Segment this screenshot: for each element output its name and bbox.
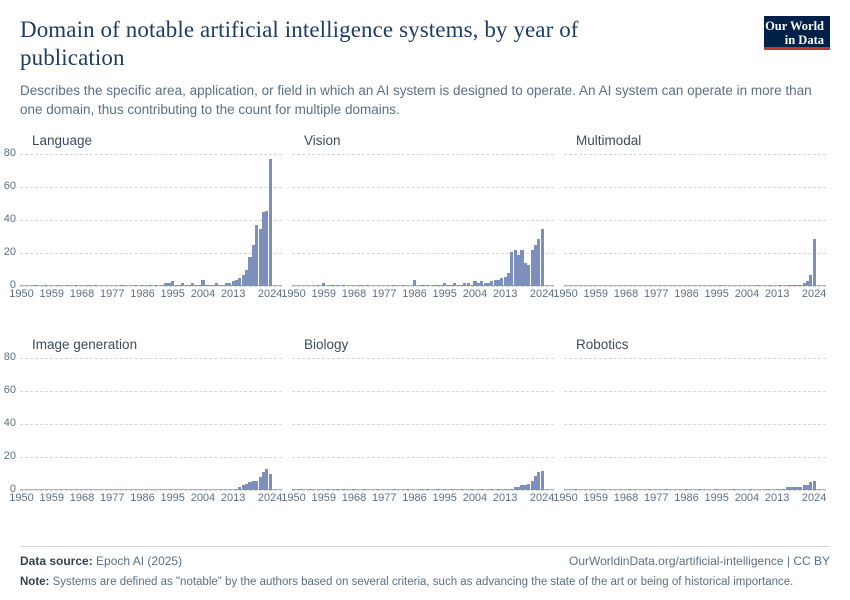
- x-axis-tick-label: 1968: [613, 288, 639, 301]
- y-axis-tick-label: 20: [3, 450, 16, 463]
- x-axis-tick-label: 1968: [69, 288, 95, 301]
- x-axis-tick-label: 1986: [402, 492, 427, 505]
- y-axis-tick-label: 80: [3, 351, 16, 364]
- bar[interactable]: [363, 489, 366, 491]
- bar[interactable]: [342, 489, 345, 491]
- page-subtitle: Describes the specific area, application, or field in which an AI system is designed to operate. An AI system can operate in more than one domain, thus contributing to the count for multiple domains.: [20, 83, 812, 118]
- bar[interactable]: [67, 285, 70, 287]
- bar[interactable]: [316, 285, 319, 287]
- bar[interactable]: [326, 489, 329, 491]
- bar[interactable]: [749, 489, 752, 491]
- bar[interactable]: [299, 489, 302, 491]
- bar[interactable]: [322, 283, 325, 286]
- bar[interactable]: [480, 489, 483, 491]
- owid-logo-line2: in Data: [784, 32, 824, 47]
- bar[interactable]: [57, 285, 60, 287]
- bar[interactable]: [779, 285, 782, 287]
- bar[interactable]: [336, 285, 339, 287]
- panel-plot: [281, 154, 555, 304]
- x-axis-tick-label: 1995: [432, 288, 457, 301]
- footer-divider: [20, 546, 830, 547]
- chart-panel-language: [3, 133, 283, 318]
- y-axis-tick-label: 0: [9, 483, 16, 496]
- x-axis-tick-label: 2024: [801, 492, 827, 505]
- x-axis-tick-label: 1959: [583, 492, 608, 505]
- bar-series: [292, 358, 554, 490]
- chart-panel-biology: [281, 337, 555, 522]
- panel-title: Multimodal: [576, 133, 642, 149]
- chart-panel-grid: [3, 133, 830, 523]
- x-axis-ticks: [281, 492, 555, 508]
- panel-title: Biology: [304, 337, 349, 353]
- panel-plot: [3, 351, 283, 508]
- x-axis-tick-label: 1977: [99, 492, 125, 505]
- x-axis-tick-label: 1950: [553, 288, 578, 301]
- bar[interactable]: [74, 285, 77, 287]
- x-axis-tick-label: 2013: [764, 492, 790, 505]
- owid-logo[interactable]: [764, 16, 830, 50]
- x-axis-tick-label: 1950: [281, 492, 306, 505]
- chart-header: [20, 16, 830, 119]
- bar[interactable]: [574, 489, 577, 491]
- bar[interactable]: [33, 285, 36, 287]
- bar[interactable]: [352, 489, 355, 491]
- bar[interactable]: [269, 474, 272, 491]
- x-axis-tick-label: 1968: [341, 492, 367, 505]
- x-axis-tick-label: 1968: [341, 288, 367, 301]
- x-axis-ticks: [553, 492, 827, 508]
- x-axis-tick-label: 1968: [613, 492, 639, 505]
- y-axis-tick-label: 0: [9, 279, 16, 292]
- bar[interactable]: [541, 229, 544, 287]
- y-axis-tick-label: 60: [3, 384, 16, 397]
- x-axis-tick-label: 1959: [39, 492, 64, 505]
- bar-series: [564, 358, 826, 490]
- x-axis-tick-label: 1977: [643, 492, 669, 505]
- bar[interactable]: [450, 489, 453, 491]
- bar[interactable]: [94, 285, 97, 287]
- y-axis-tick-label: 40: [3, 417, 16, 430]
- x-axis-tick-label: 1968: [69, 492, 95, 505]
- bar[interactable]: [685, 489, 688, 491]
- bar[interactable]: [134, 285, 137, 287]
- data-source: [20, 554, 182, 568]
- bar[interactable]: [541, 471, 544, 491]
- note-label: Note:: [20, 575, 50, 588]
- bar[interactable]: [413, 280, 416, 287]
- panel-plot: [553, 154, 827, 304]
- x-axis-tick-label: 2004: [734, 492, 760, 505]
- panel-plot: [553, 358, 827, 508]
- bar[interactable]: [342, 285, 345, 287]
- x-axis-tick-label: 1986: [674, 288, 699, 301]
- y-axis-tick-label: 20: [3, 246, 16, 259]
- bar[interactable]: [490, 489, 493, 491]
- x-axis-tick-label: 2024: [257, 492, 283, 505]
- x-axis-tick-label: 1995: [160, 492, 185, 505]
- x-axis-tick-label: 1950: [9, 288, 34, 301]
- panel-plot: [281, 358, 555, 508]
- bar[interactable]: [121, 285, 124, 287]
- x-axis-tick-label: 1995: [160, 288, 185, 301]
- chart-panel-vision: [281, 133, 555, 318]
- x-axis-tick-label: 1950: [553, 492, 578, 505]
- x-axis-tick-label: 1986: [130, 492, 155, 505]
- x-axis-tick-label: 1977: [99, 288, 125, 301]
- bar[interactable]: [756, 285, 759, 287]
- x-axis-tick-label: 2004: [190, 492, 216, 505]
- bar[interactable]: [406, 489, 409, 491]
- bar[interactable]: [309, 489, 312, 491]
- y-axis-tick-label: 40: [3, 213, 16, 226]
- chart-note: [20, 574, 830, 590]
- bar-series: [564, 154, 826, 286]
- bar[interactable]: [460, 489, 463, 491]
- bar[interactable]: [426, 489, 429, 491]
- bar[interactable]: [436, 489, 439, 491]
- bar[interactable]: [776, 489, 779, 491]
- x-axis-tick-label: 1950: [281, 288, 306, 301]
- x-axis-tick-label: 2024: [801, 288, 827, 301]
- x-axis-tick-label: 2004: [734, 288, 760, 301]
- note-text: Systems are defined as "notable" by the authors based on several criteria, such as advancing the state of the art or being of historical importance.: [52, 575, 794, 588]
- bar[interactable]: [769, 285, 772, 287]
- panel-plot: [3, 147, 283, 304]
- x-axis-tick-label: 1977: [371, 288, 397, 301]
- data-source-value: Epoch AI (2025): [96, 553, 183, 568]
- data-source-label: Data source:: [20, 553, 93, 568]
- x-axis-tick-label: 2013: [220, 492, 246, 505]
- bar-series: [292, 154, 554, 286]
- bar[interactable]: [766, 489, 769, 491]
- x-axis-tick-label: 2013: [492, 492, 518, 505]
- x-axis-tick-label: 2004: [462, 492, 488, 505]
- x-axis-tick-label: 2013: [764, 288, 790, 301]
- bar[interactable]: [154, 285, 157, 287]
- panel-title: Vision: [304, 133, 341, 149]
- x-axis-tick-label: 2013: [492, 288, 518, 301]
- bar[interactable]: [366, 285, 369, 287]
- x-axis-tick-label: 1950: [9, 492, 34, 505]
- bar[interactable]: [393, 285, 396, 287]
- x-axis-tick-label: 1995: [704, 288, 729, 301]
- chart-footer: [20, 546, 830, 590]
- x-axis-tick-label: 2024: [257, 288, 283, 301]
- y-axis-tick-label: 60: [3, 180, 16, 193]
- x-axis-tick-label: 2004: [462, 288, 488, 301]
- bar[interactable]: [87, 285, 90, 287]
- bar[interactable]: [359, 285, 362, 287]
- x-axis-tick-label: 2013: [220, 288, 246, 301]
- bar[interactable]: [420, 489, 423, 491]
- bar[interactable]: [601, 489, 604, 491]
- bar[interactable]: [715, 489, 718, 491]
- panel-title: Language: [32, 133, 93, 149]
- bar[interactable]: [698, 489, 701, 491]
- y-axis-tick-label: 80: [3, 147, 16, 160]
- x-axis-tick-label: 1995: [704, 492, 729, 505]
- x-axis-ticks: [281, 288, 555, 304]
- bar[interactable]: [376, 489, 379, 491]
- panel-title: Robotics: [576, 337, 629, 353]
- bar[interactable]: [141, 285, 144, 287]
- bar[interactable]: [470, 489, 473, 491]
- x-axis-tick-label: 1959: [311, 492, 336, 505]
- x-axis-tick-label: 1959: [39, 288, 64, 301]
- bar[interactable]: [813, 481, 816, 491]
- x-axis-tick-label: 1986: [402, 288, 427, 301]
- bar[interactable]: [148, 285, 151, 287]
- bar[interactable]: [628, 489, 631, 491]
- bar[interactable]: [426, 285, 429, 287]
- bar[interactable]: [443, 489, 446, 491]
- x-axis-tick-label: 2024: [529, 288, 555, 301]
- x-axis-tick-label: 2024: [529, 492, 555, 505]
- bar[interactable]: [403, 285, 406, 287]
- panel-title: Image generation: [32, 337, 138, 353]
- bar[interactable]: [393, 489, 396, 491]
- bar[interactable]: [292, 489, 295, 491]
- page-title: Domain of notable artificial intelligence systems, by year of publication: [20, 17, 579, 71]
- bar[interactable]: [44, 285, 47, 287]
- x-axis-tick-label: 1977: [371, 492, 397, 505]
- bar[interactable]: [269, 159, 272, 286]
- x-axis-tick-label: 1959: [311, 288, 336, 301]
- bar[interactable]: [497, 489, 500, 491]
- bar[interactable]: [665, 489, 668, 491]
- bar[interactable]: [813, 239, 816, 287]
- x-axis-tick-label: 1986: [130, 288, 155, 301]
- bar-series: [20, 154, 282, 286]
- x-axis-tick-label: 1995: [432, 492, 457, 505]
- owid-logo-line1: Our World: [765, 19, 824, 33]
- bar[interactable]: [336, 489, 339, 491]
- bar[interactable]: [648, 489, 651, 491]
- bar[interactable]: [732, 489, 735, 491]
- bar[interactable]: [504, 489, 507, 491]
- x-axis-ticks: [9, 288, 283, 304]
- chart-panel-robotics: [553, 337, 827, 522]
- chart-panel-image-generation: [3, 337, 283, 522]
- x-axis-ticks: [9, 492, 283, 508]
- x-axis-tick-label: 1977: [643, 288, 669, 301]
- x-axis-tick-label: 1986: [674, 492, 699, 505]
- bar[interactable]: [719, 285, 722, 287]
- x-axis-tick-label: 1959: [583, 288, 608, 301]
- x-axis-ticks: [553, 288, 827, 304]
- owid-link[interactable]: OurWorldinData.org/artificial-intelligence | CC BY: [569, 553, 830, 568]
- x-axis-tick-label: 2004: [190, 288, 216, 301]
- bar-series: [20, 358, 282, 490]
- chart-panel-multimodal: [553, 133, 827, 318]
